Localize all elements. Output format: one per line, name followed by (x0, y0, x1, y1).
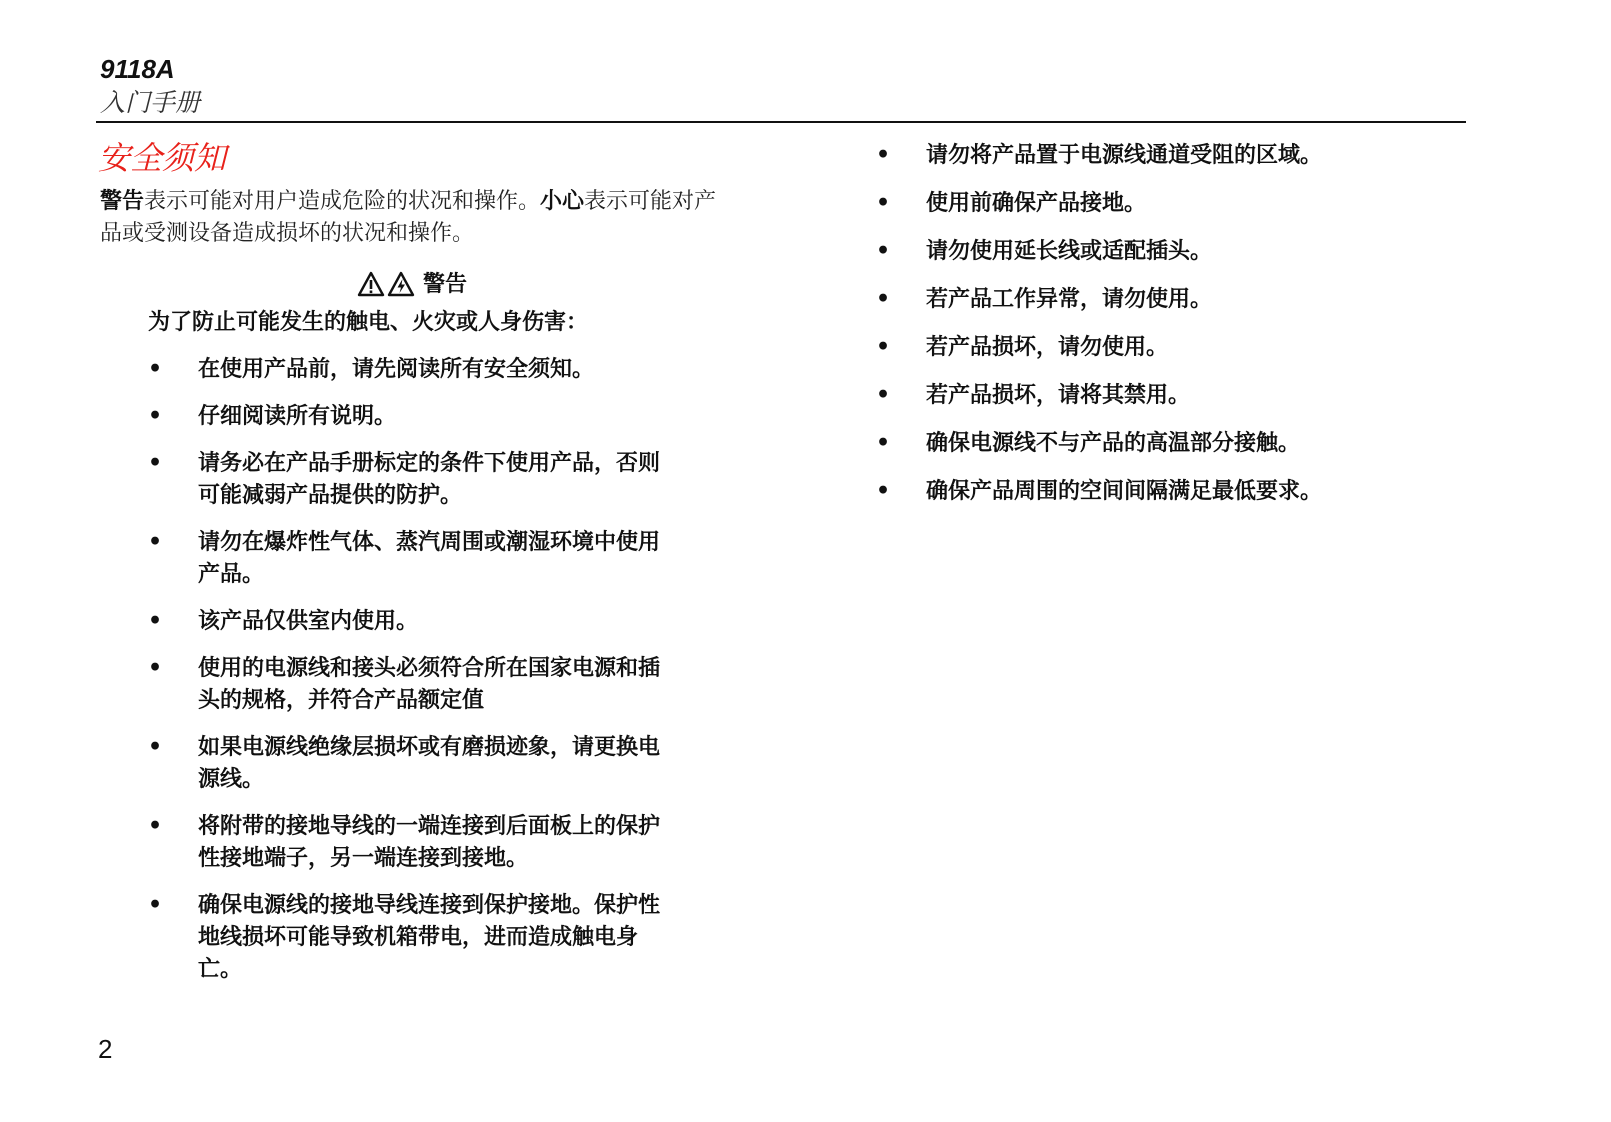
bullet-dot: • (876, 430, 891, 456)
safety-list-right (876, 139, 1496, 523)
bullet-dot: • (876, 286, 891, 312)
bullet-dot: • (876, 238, 891, 264)
page-number: 2 (98, 1034, 113, 1064)
bullet-dot: • (876, 142, 891, 168)
list-item (876, 283, 1496, 315)
list-item (876, 187, 1496, 219)
list-item-text: 请务必在产品手册标定的条件下使用产品，否则可能减弱产品提供的防护。 (198, 450, 661, 508)
list-item-text: 使用前确保产品接地。 (926, 190, 1147, 216)
list-item (876, 427, 1496, 459)
caution-term: 小心 (540, 188, 585, 214)
warning-term: 警告 (100, 188, 145, 214)
bullet-dot: • (876, 334, 891, 360)
list-item-text: 确保电源线不与产品的高温部分接触。 (926, 430, 1301, 456)
safety-list-left (148, 353, 668, 1000)
bullet-dot: • (148, 655, 163, 681)
manual-model-number: 9118A (100, 54, 175, 84)
list-item-text: 请勿将产品置于电源线通道受阻的区域。 (926, 142, 1323, 168)
header-divider (96, 121, 1466, 123)
bullet-dot: • (876, 190, 891, 216)
list-item (148, 605, 668, 637)
list-item-text: 请勿使用延长线或适配插头。 (926, 238, 1213, 264)
list-item (148, 652, 668, 716)
list-item-text: 若产品损坏，请将其禁用。 (926, 382, 1191, 408)
bullet-dot: • (148, 892, 163, 918)
bullet-dot: • (148, 356, 163, 382)
list-item (148, 400, 668, 432)
list-item-text: 请勿在爆炸性气体、蒸汽周围或潮湿环境中使用产品。 (198, 529, 661, 587)
caution-definition: 表示可能对产品或受测设备造成损坏的状况和操作。 (100, 189, 717, 246)
list-item (876, 139, 1496, 171)
list-item-text: 确保电源线的接地导线连接到保护接地。保护性地线损坏可能导致机箱带电，进而造成触电身亡。 (198, 892, 661, 982)
warning-heading-label: 警告 (423, 271, 468, 297)
bullet-dot: • (148, 403, 163, 429)
list-item-text: 仔细阅读所有说明。 (198, 403, 397, 429)
list-item-text: 使用的电源线和接头必须符合所在国家电源和插头的规格，并符合产品额定值 (198, 655, 661, 713)
list-item (148, 731, 668, 795)
list-item (148, 810, 668, 874)
list-item-text: 如果电源线绝缘层损坏或有磨损迹象，请更换电源线。 (198, 734, 661, 792)
manual-subtitle: 入门手册 (100, 88, 201, 117)
list-item (148, 526, 668, 590)
list-item (876, 331, 1496, 363)
bullet-dot: • (148, 529, 163, 555)
bullet-dot: • (876, 478, 891, 504)
list-item (148, 889, 668, 985)
section-title: 安全须知 (98, 139, 227, 177)
list-item-text: 若产品工作异常，请勿使用。 (926, 286, 1213, 312)
list-item (876, 475, 1496, 507)
list-item-text: 该产品仅供室内使用。 (198, 608, 419, 634)
bullet-dot: • (148, 450, 163, 476)
list-item-text: 将附带的接地导线的一端连接到后面板上的保护性接地端子，另一端连接到接地。 (198, 813, 661, 871)
warning-definition: 表示可能对用户造成危险的状况和操作。 (144, 189, 541, 214)
list-item-text: 在使用产品前，请先阅读所有安全须知。 (198, 356, 595, 382)
list-item (876, 379, 1496, 411)
bullet-dot: • (148, 813, 163, 839)
warning-icons (357, 271, 415, 297)
list-item (876, 235, 1496, 267)
bullet-dot: • (876, 382, 891, 408)
list-item-text: 若产品损坏，请勿使用。 (926, 334, 1169, 360)
warning-lead-text: 为了防止可能发生的触电、火灾或人身伤害： (148, 309, 589, 335)
high-voltage-triangle-icon (387, 271, 415, 297)
intro-paragraph (100, 185, 720, 250)
caution-triangle-icon (357, 271, 385, 297)
list-item (148, 353, 668, 385)
bullet-dot: • (148, 608, 163, 634)
warning-heading (357, 268, 467, 300)
list-item (148, 447, 668, 511)
bullet-dot: • (148, 734, 163, 760)
list-item-text: 确保产品周围的空间间隔满足最低要求。 (926, 478, 1323, 504)
